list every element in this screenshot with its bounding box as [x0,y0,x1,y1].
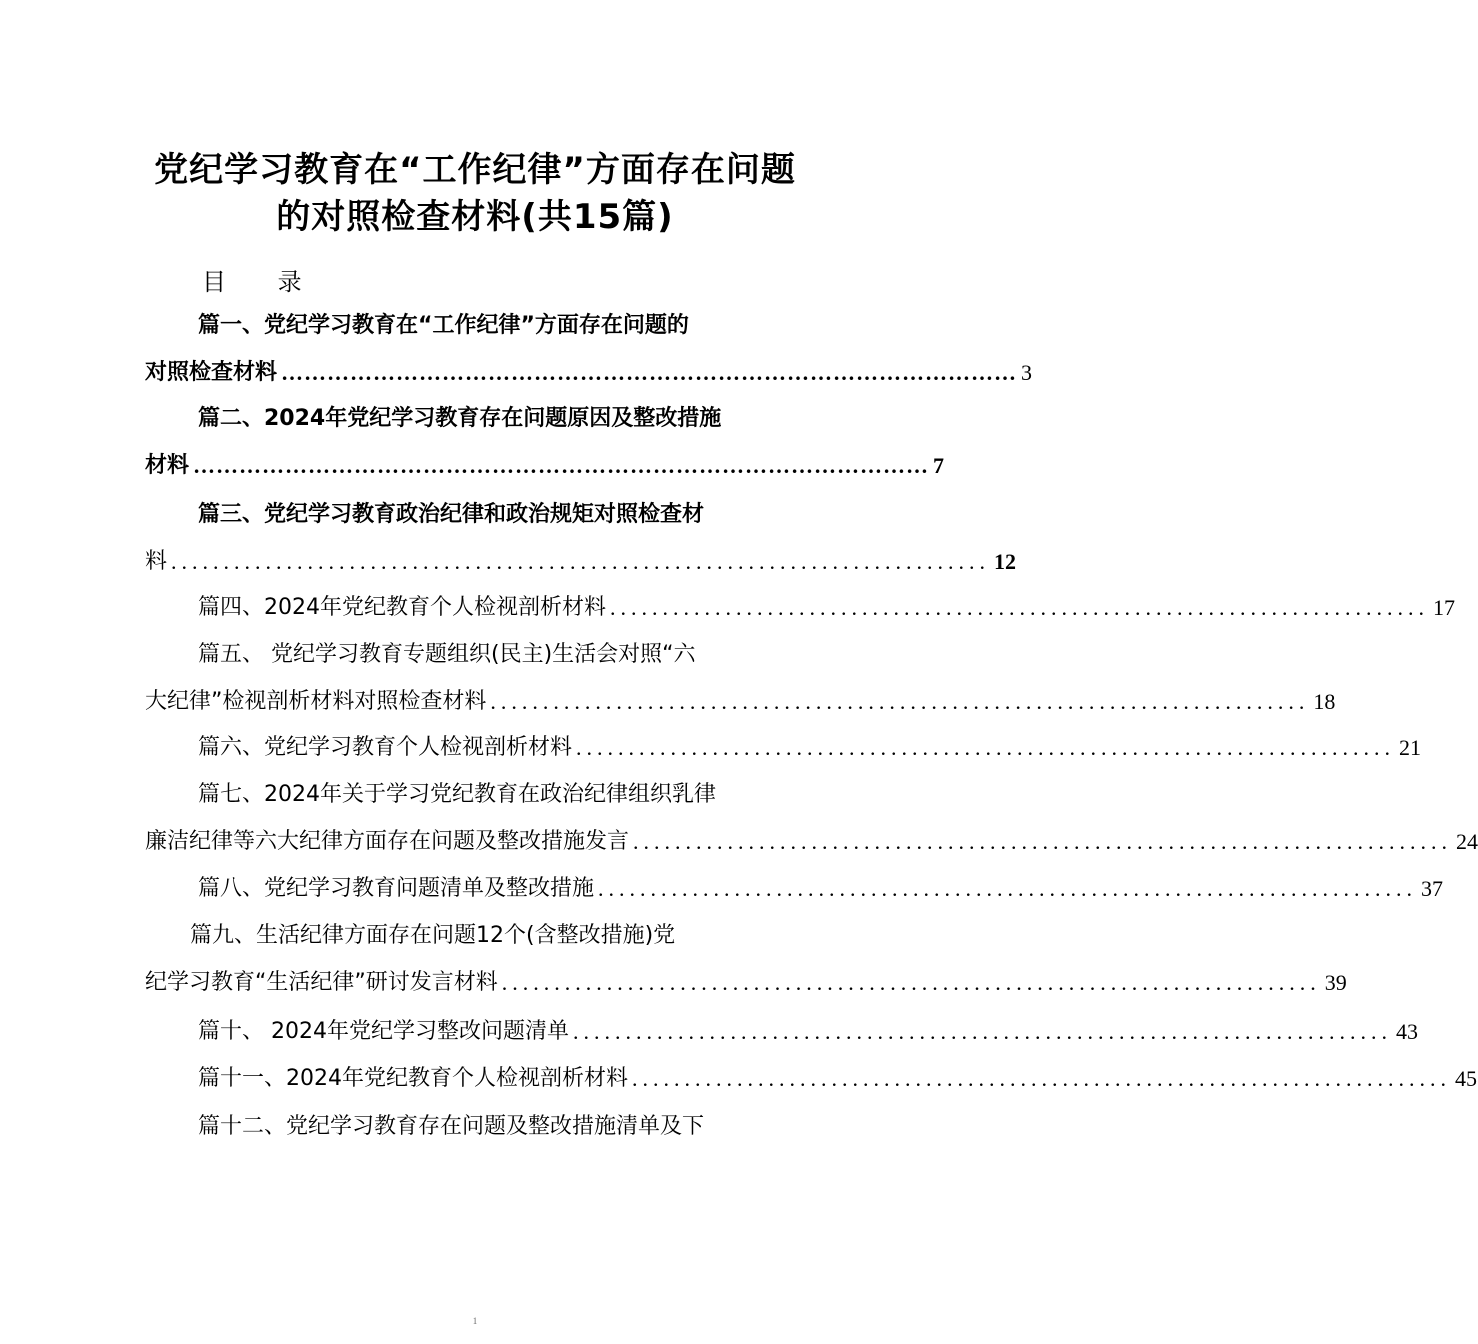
toc-entry-9[interactable]: 篇九、生活纪律方面存在问题12个(含整改措施)党 [190,923,676,948]
toc-entry-5-cont[interactable]: 大纪律”检视剖析材料对照检查材料 .............................................................................. 18 [145,687,803,717]
leader-dots: .............................................................................. [632,1066,1451,1091]
toc-entry-3-cont[interactable]: 料 .............................................................................. 12 [145,547,803,577]
leader-dots: …………………………………………………………………………………… [281,360,1018,385]
toc-heading: 目 录 [202,268,324,296]
page-ref: 37 [1421,876,1444,901]
page-number: 1 [472,1316,478,1326]
toc-entry-5[interactable]: 篇五、 党纪学习教育专题组织(民主)生活会对照“六 [198,642,696,667]
toc-entry-7-cont[interactable]: 廉洁纪律等六大纪律方面存在问题及整改措施发言 .............................................................................. 24 [145,827,803,857]
leader-dots: .............................................................................. [633,829,1453,854]
page-ref: 7 [933,453,945,478]
toc-entry-1[interactable]: 篇一、党纪学习教育在“工作纪律”方面存在问题的 [198,313,689,338]
leader-dots: .............................................................................. [598,876,1418,901]
page-ref: 17 [1433,595,1455,620]
leader-dots: .............................................................................. [171,549,991,574]
leader-dots: …………………………………………………………………………………… [193,453,930,478]
toc-entry-10[interactable]: 篇十、 2024年党纪学习整改问题清单 .............................................................................. 43 [198,1017,803,1047]
toc-entry-7[interactable]: 篇七、2024年关于学习党纪教育在政治纪律组织乳律 [198,782,716,807]
document-title-line2: 的对照检查材料(共15篇) [276,197,674,237]
toc-entry-4[interactable]: 篇四、2024年党纪教育个人检视剖析材料 .............................................................................. 17 [198,593,803,623]
leader-dots: .............................................................................. [572,1019,1392,1044]
toc-entry-6[interactable]: 篇六、党纪学习教育个人检视剖析材料 .............................................................................. 21 [198,733,803,763]
toc-entry-9-cont[interactable]: 纪学习教育“生活纪律”研讨发言材料 .............................................................................. 39 [145,968,803,998]
leader-dots: .............................................................................. [501,970,1321,995]
toc-entry-8[interactable]: 篇八、党纪学习教育问题清单及整改措施 .............................................................................. 37 [198,874,803,904]
document-title-line1: 党纪学习教育在“工作纪律”方面存在问题 [154,150,796,190]
toc-entry-11[interactable]: 篇十一、2024年党纪教育个人检视剖析材料 .............................................................................. 45 [198,1064,803,1094]
page-ref: 24 [1456,829,1478,854]
leader-dots: .............................................................................. [610,595,1429,620]
toc-entry-1-cont[interactable]: 对照检查材料 …………………………………………………………………………………… 3 [145,358,803,388]
leader-dots: .............................................................................. [490,689,1310,714]
leader-dots: .............................................................................. [576,735,1396,760]
page-ref: 43 [1395,1019,1418,1044]
page-ref: 39 [1324,970,1347,995]
toc-entry-2[interactable]: 篇二、2024年党纪学习教育存在问题原因及整改措施 [198,406,722,431]
page-ref: 18 [1313,689,1336,714]
toc-entry-2-cont[interactable]: 材料 …………………………………………………………………………………… 7 [145,451,803,481]
toc-entry-12[interactable]: 篇十二、党纪学习教育存在问题及整改措施清单及下 [198,1114,705,1139]
page-ref: 45 [1455,1066,1477,1091]
page-ref: 21 [1399,735,1422,760]
toc-entry-3[interactable]: 篇三、党纪学习教育政治纪律和政治规矩对照检查材 [198,502,705,527]
page-ref: 3 [1021,360,1033,385]
page-ref: 12 [994,549,1017,574]
